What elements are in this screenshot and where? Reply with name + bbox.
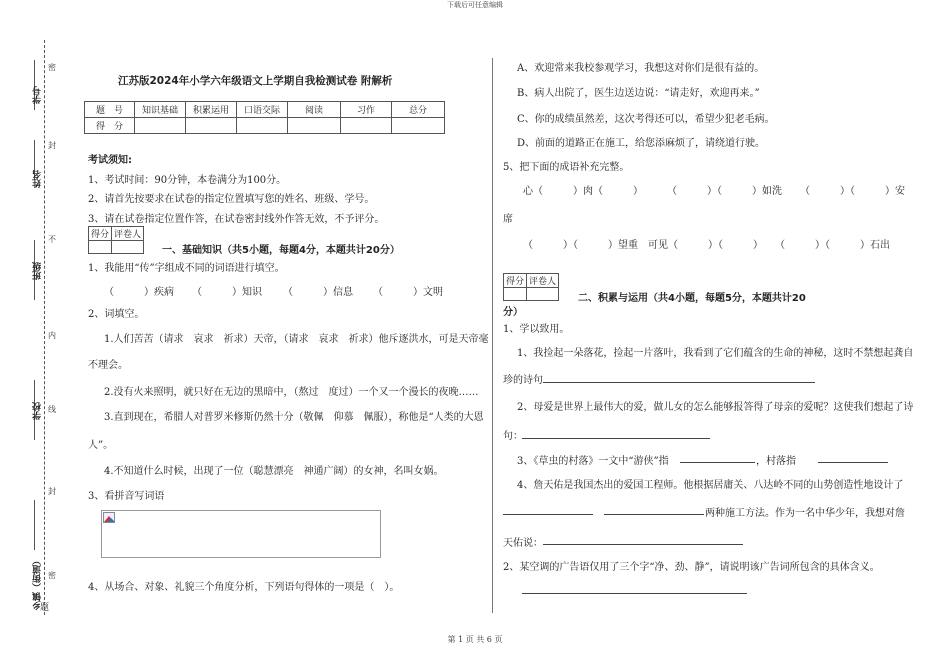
s2-q1-1: 1、我捡起一朵落花，捡起一片落叶，我看到了它们蕴含的生命的神秘，这时不禁想起龚自 [517,348,914,359]
s2-q1-2-cont: 句： [503,431,523,442]
section2-title: 二、积累与运用（共4小题，每题5分，本题共计20 [578,293,806,304]
q4-option-d[interactable]: D、前面的道路正在施工，给您添麻烦了，请绕道行驶。 [517,138,766,149]
score-entry-cell[interactable] [392,118,445,134]
score-table [84,101,445,134]
answer-line[interactable] [680,462,755,463]
s2-q1-3: 3、《草虫的村落》一文中“游侠”指 [517,456,669,467]
notice-item: 3、请在试卷指定位置作答，在试卷密封线外作答无效，不予评分。 [88,214,385,225]
score-header-cell: 总分 [392,102,445,118]
s1-q1-blank[interactable]: （ ）文明 [373,287,443,298]
score-header-cell: 题 号 [85,102,135,118]
score-row-label: 得 分 [85,118,135,134]
s1-q2-1: 1.人们苦苦（请求 哀求 祈求）天帝，（请求 哀求 祈求）他斥逐洪水，可是天帝毫 [104,334,489,345]
grader-box-2 [503,273,559,301]
seal-char: 线 [48,405,56,414]
seal-char: 封 [48,141,56,150]
s1-q1-blank[interactable]: （ ）信息 [283,287,353,298]
answer-line[interactable] [818,462,888,463]
score-header-cell: 习作 [341,102,392,118]
idiom-blank[interactable]: （ ）（ ）望重 [523,240,638,251]
s2-q1-2: 2、母爱是世界上最伟大的爱，做儿女的怎么能够报答得了母亲的爱呢？这使我们想起了诗 [517,402,914,413]
broken-image-icon [103,512,115,523]
q4-option-c[interactable]: C、你的成绩虽然差，这次考得还可以，希望少犯老毛病。 [517,114,775,125]
grader-score-label: 得分 [504,274,527,288]
notice-item: 1、考试时间：90分钟，本卷满分为100分。 [88,175,287,186]
section2-title-cont: 分） [503,307,523,318]
score-entry-cell[interactable] [288,118,341,134]
score-entry-cell[interactable] [237,118,288,134]
s2-q1-4-cont: 天佑说： [503,538,543,549]
idiom-cont: 席 [503,214,513,225]
page-footer: 第 1 页 共 6 页 [447,635,503,644]
grader-name-cell[interactable] [112,241,144,254]
notice-title: 考试须知: [88,155,132,166]
score-entry-cell[interactable] [186,118,237,134]
grader-name-label: 评卷人 [112,227,144,241]
s1-q1: 1、我能用“传”字组成不同的词语进行填空。 [88,263,285,274]
score-header-cell: 知识基础 [135,102,186,118]
s2-q2: 2、某空调的广告语仅用了三个字“净、劲、静”，请说明该广告词所包含的具体含义。 [503,562,880,573]
binding-seal-line [44,40,45,615]
grader-name-label: 评卷人 [527,274,559,288]
seal-char: 不 [48,235,56,244]
s2-q1-4-end: 两种施工方法。作为一名中华少年，我想对詹 [705,508,905,519]
grader-score-cell[interactable] [89,241,112,254]
s1-q3: 3、看拼音写词语 [88,491,165,502]
township-label: 乡镇（街道） [33,556,43,610]
school-label: 学校 [33,402,43,420]
pinyin-answer-box[interactable] [101,510,381,558]
township-field-line [34,500,35,550]
column-divider [492,58,493,613]
answer-line[interactable] [503,514,593,515]
class-label: 班级 [33,262,43,280]
s2-q1-1-cont: 珍的诗句 [503,375,543,386]
idiom-blank[interactable]: 心（ ）肉（ ） [523,186,643,197]
score-header-cell: 积累运用 [186,102,237,118]
seal-char: 密 [48,63,56,72]
idiom-blank[interactable]: 可见（ ）（ ） [648,240,763,251]
s1-q4: 4、从场合、对象、礼貌三个角度分析，下列语句得体的一项是（ ）。 [88,582,400,593]
grader-name-cell[interactable] [527,288,559,301]
score-header-cell: 口语交际 [237,102,288,118]
idiom-blank[interactable]: （ ）（ ）石出 [775,240,890,251]
s1-q2-1-cont: 不理会。 [88,360,128,371]
s1-q2-3: 3.直到现在，希腊人对普罗米修斯仍然十分（敬佩 仰慕 佩服），称他是“人类的大恩 [104,412,484,423]
q4-option-a[interactable]: A、欢迎常来我校参观学习，我想这对你们是很有益的。 [517,63,765,74]
s1-q1-blank[interactable]: （ ）疾病 [104,287,174,298]
grader-score-cell[interactable] [504,288,527,301]
score-header-cell: 阅读 [288,102,341,118]
s1-q5: 5、把下面的成语补充完整。 [503,162,630,173]
seal-char: 密 [48,571,56,580]
idiom-blank[interactable]: （ ）（ ）安 [800,186,905,197]
grader-box-1 [88,226,144,254]
grader-score-label: 得分 [89,227,112,241]
answer-line[interactable] [604,514,704,515]
score-entry-cell[interactable] [135,118,186,134]
q4-option-b[interactable]: B、病人出院了，医生边送边说：“请走好，欢迎再来。” [517,88,760,99]
s2-q1-4: 4、詹天佑是我国杰出的爱国工程师。他根据居庸关、八达岭不同的山势创造性地设计了 [517,480,904,491]
answer-line[interactable] [543,544,743,545]
s1-q2-3-cont: 人”。 [88,440,114,451]
answer-line[interactable] [522,593,747,594]
name-label: 姓名 [33,170,43,188]
s2-q1: 1、学以致用。 [503,324,570,335]
section1-title: 一、基础知识（共5小题，每题4分，本题共计20分） [162,245,400,256]
seal-char-last: 题 [40,603,50,613]
s1-q2-4: 4.不知道什么时候，出现了一位（聪慧漂亮 神通广阔）的女神，名叫女娲。 [104,466,444,477]
answer-line[interactable] [522,438,710,439]
exam-title: 江苏版2024年小学六年级语文上学期自我检测试卷 附解析 [118,75,393,87]
student-id-label: 学号 [33,86,43,104]
answer-line[interactable] [543,382,815,383]
s1-q1-blank[interactable]: （ ）知识 [192,287,262,298]
header-note: 下载后可任意编辑 [447,1,503,9]
s2-q1-3-mid: ，村落指 [756,456,796,467]
seal-char: 内 [48,331,56,340]
s1-q2: 2、词填空。 [88,309,145,320]
seal-char: 封 [48,487,56,496]
notice-item: 2、请首先按要求在试卷的指定位置填写您的姓名、班级、学号。 [88,194,375,205]
idiom-blank[interactable]: （ ）（ ）如洗 [667,186,782,197]
score-entry-cell[interactable] [341,118,392,134]
s1-q2-2: 2.没有火来照明，就只好在无边的黑暗中，（熬过 度过）一个又一个漫长的夜晚…… [104,387,479,398]
